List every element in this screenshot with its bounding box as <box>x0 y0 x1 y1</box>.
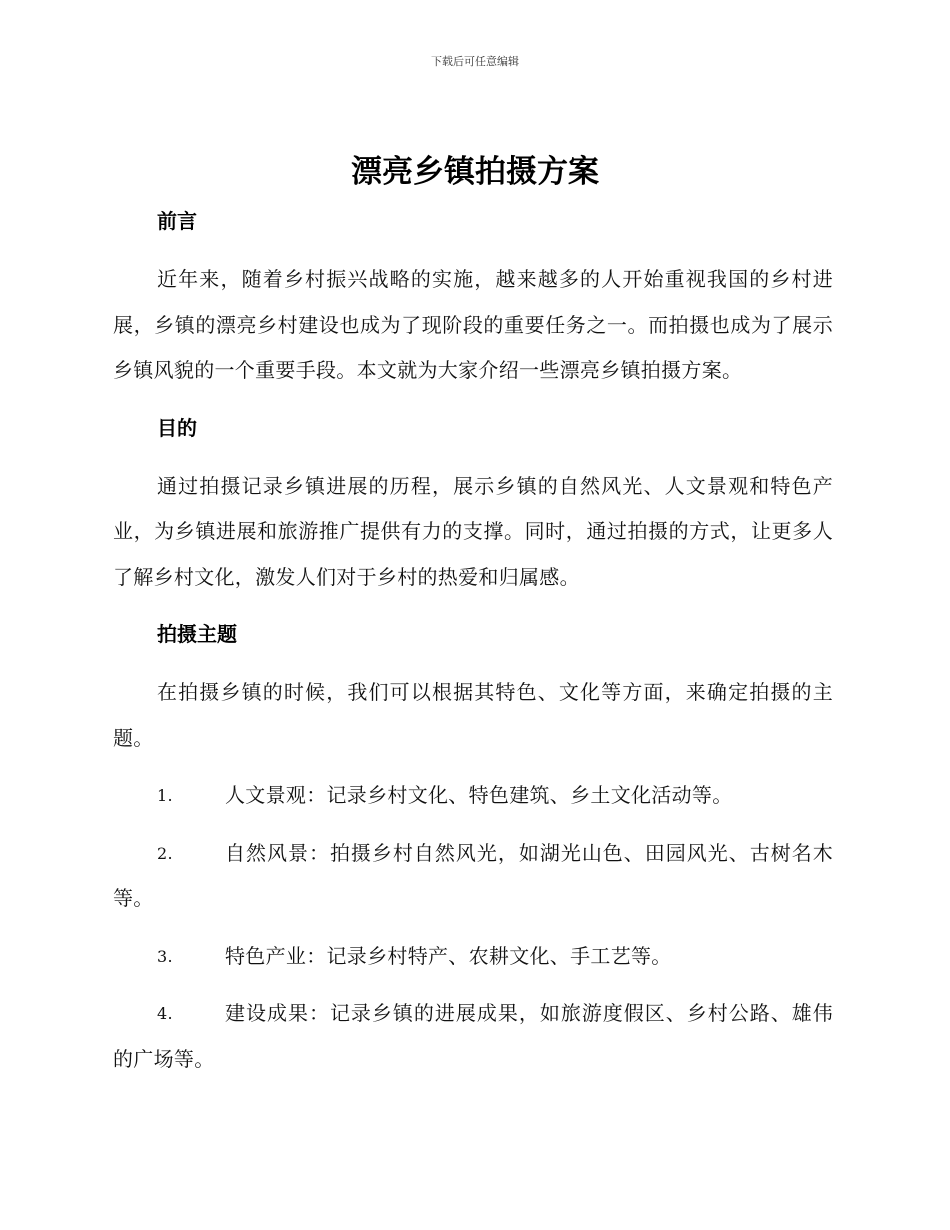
list-item-number: 1. <box>157 786 173 805</box>
section-heading-theme: 拍摄主题 <box>157 622 237 646</box>
section-heading-intro: 前言 <box>157 209 197 233</box>
list-item-text: 建设成果：记录乡镇的进展成果，如旅游度假区、乡村公路、雄伟的广场等。 <box>113 1001 833 1071</box>
list-item <box>113 773 833 819</box>
list-item <box>113 991 833 1082</box>
list-item-number: 4. <box>157 1004 173 1023</box>
list-item-text: 自然风景：拍摄乡村自然风光，如湖光山色、田园风光、古树名木等。 <box>113 840 833 910</box>
list-item <box>113 934 833 980</box>
list-item-text: 特色产业：记录乡村特产、农耕文化、手工艺等。 <box>225 943 672 968</box>
page-header-note: 下载后可任意编辑 <box>431 55 519 68</box>
section-body-intro: 近年来，随着乡村振兴战略的实施，越来越多的人开始重视我国的乡村进展，乡镇的漂亮乡村建设也成为了现阶段的重要任务之一。而拍摄也成为了展示乡镇风貌的一个重要手段。本文就为大家介绍一些漂亮乡镇拍摄方案。 <box>113 267 833 382</box>
list-item <box>113 831 833 922</box>
list-item-number: 3. <box>157 946 173 966</box>
section-body-purpose: 通过拍摄记录乡镇进展的历程，展示乡镇的自然风光、人文景观和特色产业，为乡镇进展和旅游推广提供有力的支撑。同时，通过拍摄的方式，让更多人了解乡村文化，激发人们对于乡村的热爱和归属感。 <box>113 473 833 589</box>
list-item-text: 人文景观：记录乡村文化、特色建筑、乡土文化活动等。 <box>225 783 733 807</box>
document-title: 漂亮乡镇拍摄方案 <box>351 154 599 190</box>
list-item-number: 2. <box>157 843 173 863</box>
document-body <box>113 199 833 1082</box>
section-heading-purpose: 目的 <box>157 415 197 440</box>
section-body-theme: 在拍摄乡镇的时候，我们可以根据其特色、文化等方面，来确定拍摄的主题。 <box>113 680 833 750</box>
